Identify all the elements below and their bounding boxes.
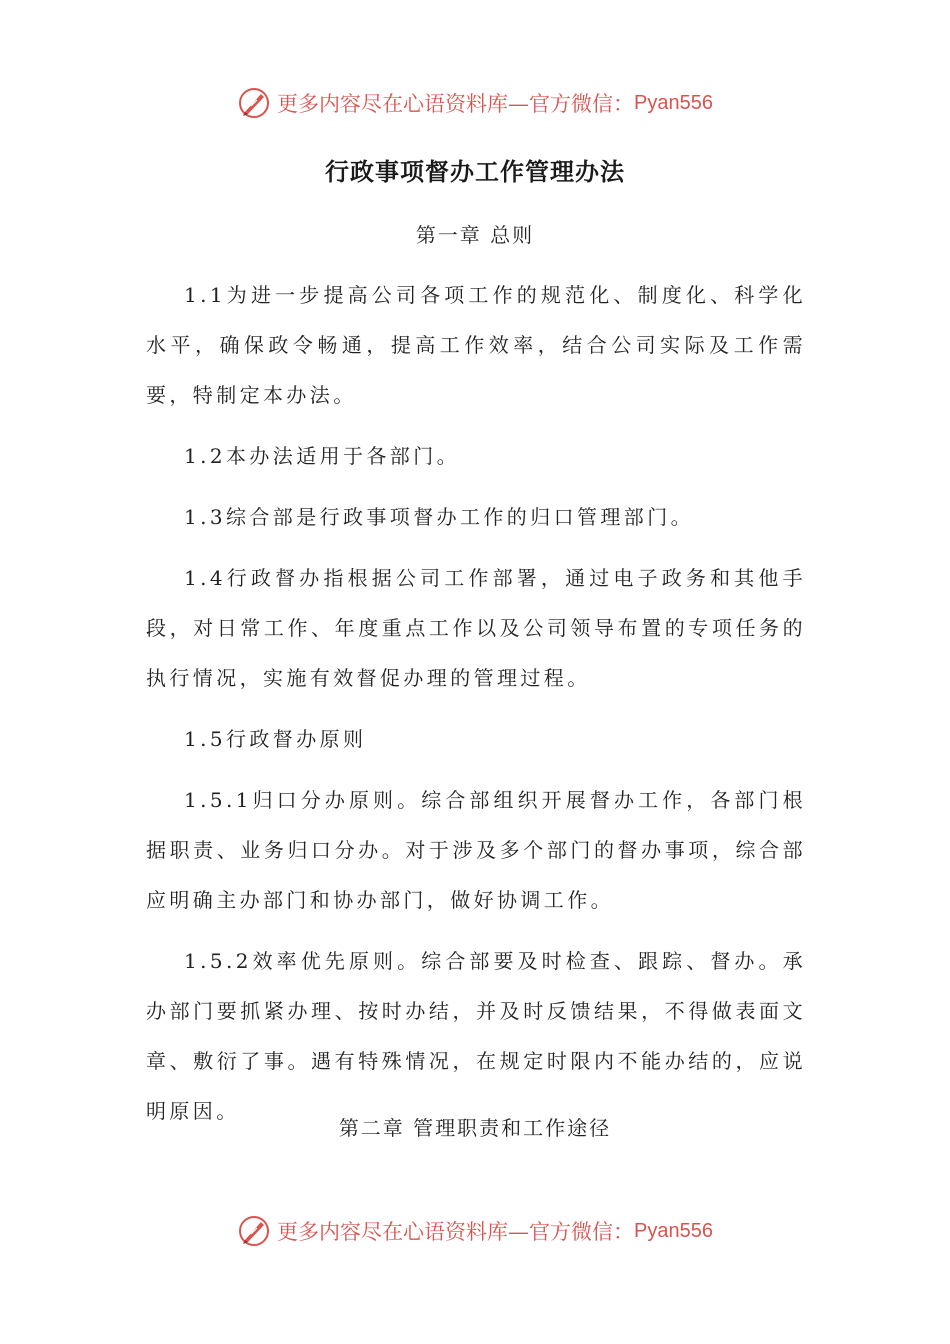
paragraph-1-5-2: 1.5.2效率优先原则。综合部要及时检查、跟踪、督办。承办部门要抓紧办理、按时办结，并及时反馈结果，不得做表面文章、敷衍了事。遇有特殊情况，在规定时限内不能办结的，应说明原因。 bbox=[146, 949, 806, 1123]
paragraph-1-4: 1.4行政督办指根据公司工作部署，通过电子政务和其他手段，对日常工作、年度重点工作以及公司领导布置的专项任务的执行情况，实施有效督促办理的管理过程。 bbox=[146, 566, 806, 690]
banner-text: 更多内容尽在心语资料库—官方微信： bbox=[277, 92, 635, 116]
wechat-id: Pyan556 bbox=[634, 91, 713, 114]
paragraph-1-1: 1.1为进一步提高公司各项工作的规范化、制度化、科学化水平，确保政令畅通，提高工作效率，结合公司实际及工作需要，特制定本办法。 bbox=[146, 283, 806, 407]
header-banner bbox=[0, 83, 950, 123]
paragraph-1-5: 1.5行政督办原则 bbox=[184, 727, 367, 751]
chapter-heading-2: 第二章 管理职责和工作途径 bbox=[338, 1116, 612, 1140]
quill-pen-logo-icon bbox=[237, 86, 271, 120]
footer-banner bbox=[0, 1211, 950, 1251]
document-title: 行政事项督办工作管理办法 bbox=[325, 158, 625, 186]
quill-pen-logo-icon bbox=[237, 1214, 271, 1248]
paragraph-1-3: 1.3综合部是行政事项督办工作的归口管理部门。 bbox=[184, 505, 695, 529]
chapter-heading-1: 第一章 总则 bbox=[415, 223, 535, 247]
wechat-id: Pyan556 bbox=[634, 1219, 713, 1242]
paragraph-1-2: 1.2本办法适用于各部门。 bbox=[184, 444, 461, 468]
banner-text: 更多内容尽在心语资料库—官方微信： bbox=[277, 1220, 635, 1244]
document-body bbox=[146, 270, 806, 1147]
paragraph-1-5-1: 1.5.1归口分办原则。综合部组织开展督办工作，各部门根据职责、业务归口分办。对于涉及多个部门的督办事项，综合部应明确主办部门和协办部门，做好协调工作。 bbox=[146, 788, 806, 912]
